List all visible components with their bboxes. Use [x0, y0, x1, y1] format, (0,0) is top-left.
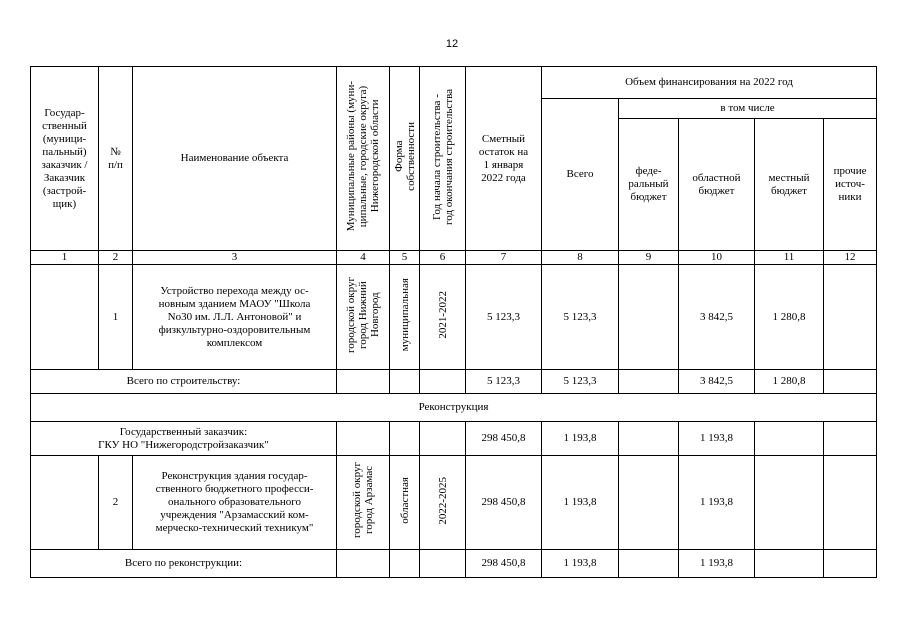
header-estimated: Сметный остаток на 1 января 2022 года — [466, 67, 542, 251]
header-row-1 — [31, 67, 877, 99]
header-financing: Объем финансирования на 2022 год — [542, 67, 877, 99]
column-number: 7 — [466, 251, 542, 265]
object-name: Устройство перехода между ос- новным зданием МАОУ "Школа No30 им. Л.Л. Антоновой" и физкультурно-оздоровительным комплексом — [133, 265, 337, 370]
section-row-reconstruction — [31, 394, 877, 422]
customer-cell — [31, 265, 99, 370]
total-value: 1 193,8 — [542, 456, 619, 550]
table-row-construction-total — [31, 370, 877, 394]
header-ownership: Форма собственности — [390, 67, 420, 251]
column-number: 11 — [755, 251, 824, 265]
header-customer: Государ- ственный (муници- пальный) заказчик / Заказчик (застрой- щик) — [31, 67, 99, 251]
total-label: Всего по строительству: — [31, 370, 337, 394]
total-label: Всего по реконструкции: — [31, 550, 337, 578]
column-number: 6 — [420, 251, 466, 265]
federal-value — [619, 550, 679, 578]
federal-value — [619, 265, 679, 370]
table-row-reconstruction-total — [31, 550, 877, 578]
local-value: 1 280,8 — [755, 265, 824, 370]
local-value — [755, 456, 824, 550]
municipality: городской округ город Нижний Новгород — [337, 265, 390, 370]
regional-value: 1 193,8 — [679, 422, 755, 456]
table-row-state-customer — [31, 422, 877, 456]
financing-table — [30, 66, 877, 578]
total-value: 5 123,3 — [542, 265, 619, 370]
column-number: 9 — [619, 251, 679, 265]
regional-value: 1 193,8 — [679, 550, 755, 578]
header-federal: феде- ральный бюджет — [619, 119, 679, 251]
municipality: городской округ город Арзамас — [337, 456, 390, 550]
state-customer-label: Государственный заказчик: ГКУ НО "Нижегородстройзаказчик" — [31, 422, 337, 456]
total-value: 1 193,8 — [542, 550, 619, 578]
estimated-value: 298 450,8 — [466, 550, 542, 578]
table-row-reconstruction — [31, 456, 877, 550]
column-number: 1 — [31, 251, 99, 265]
local-value: 1 280,8 — [755, 370, 824, 394]
federal-value — [619, 456, 679, 550]
other-value — [824, 456, 877, 550]
object-name: Реконструкция здания государ- ственного бюджетного професси- онального образовательного учреждения "Арзамасский ком- мерческо-технический техникум" — [133, 456, 337, 550]
regional-value: 3 842,5 — [679, 370, 755, 394]
row-number: 2 — [99, 456, 133, 550]
header-including: в том числе — [619, 99, 877, 119]
column-number: 5 — [390, 251, 420, 265]
header-local: местный бюджет — [755, 119, 824, 251]
total-value: 1 193,8 — [542, 422, 619, 456]
column-number: 10 — [679, 251, 755, 265]
estimated-value: 5 123,3 — [466, 370, 542, 394]
total-value: 5 123,3 — [542, 370, 619, 394]
header-total: Всего — [542, 99, 619, 251]
column-number: 8 — [542, 251, 619, 265]
section-title: Реконструкция — [31, 394, 877, 422]
column-number: 12 — [824, 251, 877, 265]
column-number: 3 — [133, 251, 337, 265]
ownership: областная — [390, 456, 420, 550]
header-object-name: Наименование объекта — [133, 67, 337, 251]
estimated-value: 298 450,8 — [466, 456, 542, 550]
row-number: 1 — [99, 265, 133, 370]
header-other: прочие источ- ники — [824, 119, 877, 251]
estimated-value: 298 450,8 — [466, 422, 542, 456]
other-value — [824, 550, 877, 578]
column-number-row — [31, 251, 877, 265]
header-number: № п/п — [99, 67, 133, 251]
header-regional: областной бюджет — [679, 119, 755, 251]
header-years: Год начала строительства - год окончания строительства — [420, 67, 466, 251]
table-row-construction — [31, 265, 877, 370]
years: 2021-2022 — [420, 265, 466, 370]
other-value — [824, 370, 877, 394]
customer-cell — [31, 456, 99, 550]
regional-value: 1 193,8 — [679, 456, 755, 550]
federal-value — [619, 370, 679, 394]
header-municipality: Муниципальные районы (муни- ципальные, городские округа) Нижегородской области — [337, 67, 390, 251]
column-number: 4 — [337, 251, 390, 265]
other-value — [824, 265, 877, 370]
estimated-value: 5 123,3 — [466, 265, 542, 370]
page-number: 12 — [445, 38, 459, 50]
column-number: 2 — [99, 251, 133, 265]
years: 2022-2025 — [420, 456, 466, 550]
regional-value: 3 842,5 — [679, 265, 755, 370]
ownership: муниципальная — [390, 265, 420, 370]
local-value — [755, 550, 824, 578]
